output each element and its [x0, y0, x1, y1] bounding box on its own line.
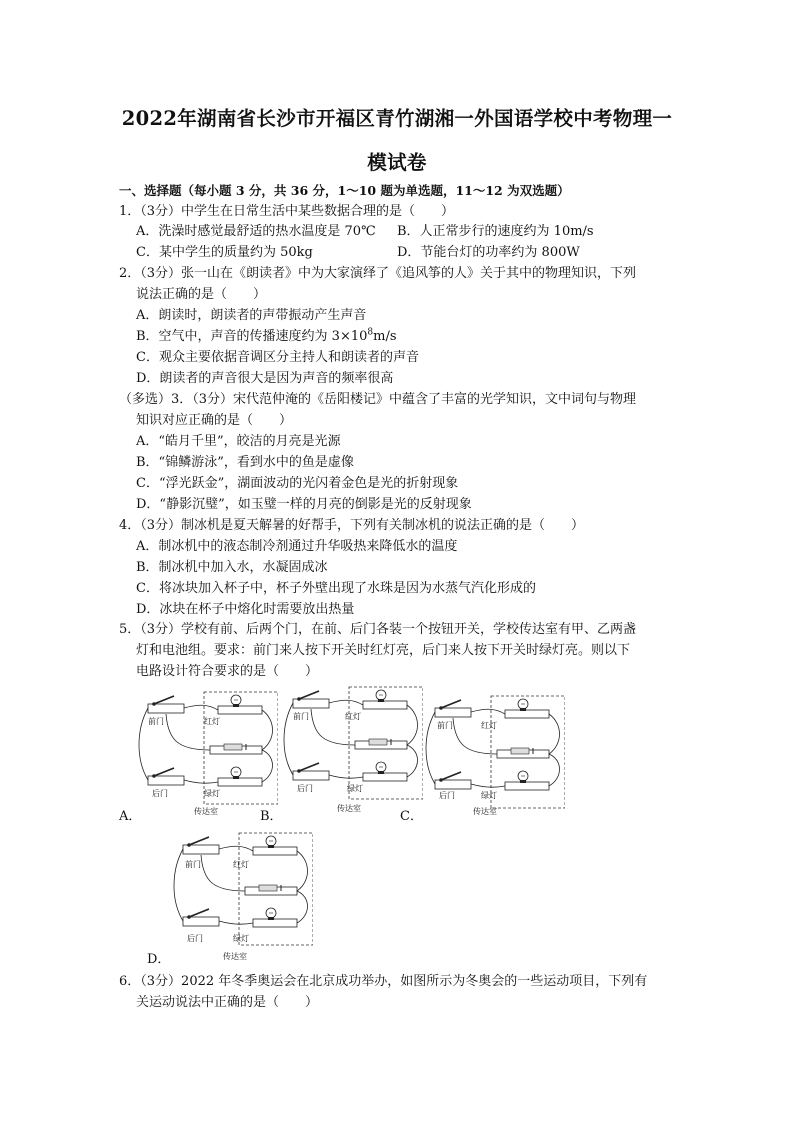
circuit-c-green-label: 绿灯	[481, 791, 497, 800]
q2-option-b-unit: m/s	[373, 329, 397, 344]
circuit-c-back-label: 后门	[439, 791, 455, 800]
q3-option-b: B．“锦鳞游泳”，看到水中的鱼是虚像	[136, 455, 354, 470]
q1-option-b: B．人正常步行的速度约为 10m/s	[397, 224, 594, 239]
q1-stem: 1．（3分）中学生在日常生活中某些数据合理的是（ ）	[119, 204, 455, 219]
q5-stem-line3: 电路设计符合要求的是（ ）	[136, 664, 319, 679]
q1-option-a: A．洗澡时感觉最舒适的热水温度是 70℃	[136, 224, 376, 239]
q5-option-a[interactable]: A．	[119, 809, 142, 824]
circuit-b-red-label: 红灯	[345, 712, 361, 721]
q5-stem-line2: 灯和电池组。要求：前门来人按下开关时红灯亮，后门来人按下开关时绿灯亮。则以下	[136, 643, 631, 658]
circuit-d-front-label: 前门	[185, 860, 201, 869]
circuit-d-green-label: 绿灯	[233, 934, 249, 943]
q5-option-b[interactable]: B．	[260, 809, 283, 824]
circuit-c-front-label: 前门	[437, 721, 453, 730]
q3-stem-line1: （多选）3．（3分）宋代范仲淹的《岳阳楼记》中蕴含了丰富的光学知识，文中词句与物理	[119, 392, 637, 407]
q2-stem-line2: 说法正确的是（ ）	[136, 287, 267, 302]
circuit-a-front-label: 前门	[148, 717, 164, 726]
circuit-figure-c[interactable]	[425, 694, 565, 814]
q3-option-c: C．“浮光跃金”，湖面波动的光闪着金色是光的折射现象	[136, 476, 459, 491]
circuit-a-room-label: 传达室	[194, 807, 218, 816]
document-title-line2: 模试卷	[367, 151, 427, 174]
circuit-d-room-label: 传达室	[223, 952, 247, 961]
q1-option-c: C．某中学生的质量约为 50kg	[136, 245, 313, 260]
q2-option-b-exponent: 8	[367, 327, 374, 338]
circuit-b-green-label: 绿灯	[347, 784, 363, 793]
circuit-b-back-label: 后门	[297, 784, 313, 793]
circuit-a-red-label: 红灯	[204, 717, 220, 726]
q4-option-a: A．制冰机中的液态制冷剂通过升华吸热来降低水的温度	[136, 539, 458, 554]
q3-option-d: D．“静影沉璧”，如玉璧一样的月亮的倒影是光的反射现象	[136, 497, 472, 512]
document-title-line1: 2022年湖南省长沙市开福区青竹湖湘一外国语学校中考物理一	[121, 107, 673, 130]
q3-option-a: A．“皓月千里”，皎洁的月亮是光源	[136, 434, 341, 449]
circuit-b-room-label: 传达室	[337, 804, 361, 813]
q1-option-d: D．节能台灯的功率约为 800W	[397, 245, 580, 260]
q5-option-d[interactable]: D．	[147, 952, 171, 967]
circuit-figure-b[interactable]	[283, 685, 423, 813]
section-heading: 一、选择题（每小题 3 分，共 36 分，1～10 题为单选题，11～12 为双选题）	[119, 183, 570, 198]
q2-option-a: A．朗读时，朗读者的声带振动产生声音	[136, 308, 367, 323]
circuit-c-room-label: 传达室	[473, 807, 497, 816]
q2-stem-line1: 2．（3分）张一山在《朗读者》中为大家演绎了《追风筝的人》关于其中的物理知识，下列	[119, 266, 637, 281]
circuit-d-red-label: 红灯	[233, 860, 249, 869]
q3-stem-line2: 知识对应正确的是（ ）	[136, 413, 293, 428]
q6-stem-line2: 关运动说法中正确的是（ ）	[136, 995, 319, 1010]
circuit-figure-d[interactable]	[173, 831, 313, 961]
q4-option-c: C．将冰块加入杯子中，杯子外壁出现了水珠是因为水蒸气汽化形成的	[136, 581, 536, 596]
circuit-c-red-label: 红灯	[481, 721, 497, 730]
q4-option-b: B．制冰机中加入水，水凝固成冰	[136, 560, 328, 575]
q2-option-d: D．朗读者的声音很大是因为声音的频率很高	[136, 371, 394, 386]
circuit-figure-a[interactable]	[138, 690, 278, 816]
q2-option-b	[136, 329, 397, 345]
q2-option-c: C．观众主要依据音调区分主持人和朗读者的声音	[136, 350, 419, 365]
q5-stem-line1: 5．（3分）学校有前、后两个门，在前、后门各装一个按钮开关，学校传达室有甲、乙两盏	[119, 622, 637, 637]
circuit-a-green-label: 绿灯	[204, 789, 220, 798]
q4-option-d: D．冰块在杯子中熔化时需要放出热量	[136, 602, 355, 617]
q6-stem-line1: 6．（3分）2022 年冬季奥运会在北京成功举办，如图所示为冬奥会的一些运动项目，下列有	[119, 974, 648, 989]
q2-option-b-text: B．空气中，声音的传播速度约为 3×10	[136, 329, 368, 344]
q5-option-c[interactable]: C．	[400, 809, 423, 824]
circuit-b-front-label: 前门	[293, 712, 309, 721]
circuit-a-back-label: 后门	[152, 789, 168, 798]
q4-stem: 4．（3分）制冰机是夏天解暑的好帮手，下列有关制冰机的说法正确的是（ ）	[119, 518, 585, 533]
circuit-d-back-label: 后门	[187, 934, 203, 943]
